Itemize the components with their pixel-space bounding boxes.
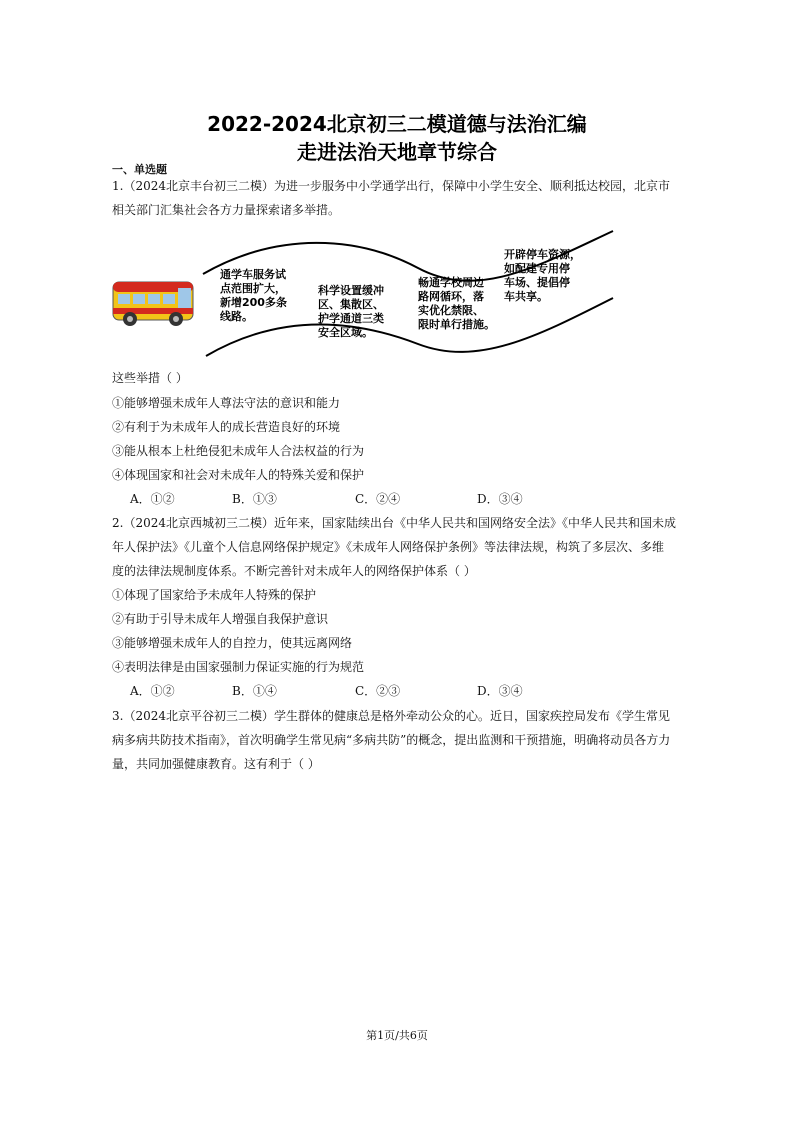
q2-option-d[interactable]: D．③④ — [477, 684, 523, 698]
q1-text-line: 相关部门汇集社会各方力量探索诸多举措。 — [112, 203, 341, 217]
page-number: 第1页/共6页 — [366, 1029, 428, 1042]
q3-text-line: 病多病共防技术指南》，首次明确学生常见病“多病共防”的概念，提出监测和干预措施，明确将动员各方力 — [112, 733, 671, 747]
q1-stem: 这些举措（ ） — [112, 371, 188, 385]
q1-figure — [108, 226, 628, 366]
q2-statement: ②有助于引导未成年人增强自我保护意识 — [112, 612, 329, 626]
q1-option-c[interactable]: C．②④ — [355, 492, 401, 506]
bus-icon — [113, 282, 193, 326]
document-title: 2022-2024北京初三二模道德与法治汇编 — [207, 112, 587, 136]
section-heading: 一、单选题 — [112, 163, 167, 176]
ribbon-box-1: 通学车服务试 点范围扩大， 新增200多条 线路。 — [220, 268, 287, 323]
ribbon-box-2: 科学设置缓冲 区、集散区、 护学通道三类 安全区域。 — [318, 284, 384, 339]
q1-option-b[interactable]: B．①③ — [232, 492, 277, 506]
q1-statement: ④体现国家和社会对未成年人的特殊关爱和保护 — [112, 468, 365, 482]
q2-text-line: 2.（2024北京西城初三二模）近年来，国家陆续出台《中华人民共和国网络安全法》《中华人民共和国未成 — [112, 516, 676, 530]
q2-option-c[interactable]: C．②③ — [355, 684, 401, 698]
ribbon-box-3: 畅通学校周边 路网循环，落 实优化禁限、 限时单行措施。 — [418, 276, 495, 331]
q3-text-line: 量，共同加强健康教育。这有利于（ ） — [112, 757, 320, 771]
q1-statement: ③能从根本上杜绝侵犯未成年人合法权益的行为 — [112, 444, 365, 458]
q1-statement: ②有利于为未成年人的成长营造良好的环境 — [112, 420, 341, 434]
q2-text-line: 度的法律法规制度体系。不断完善针对未成年人的网络保护体系（ ） — [112, 564, 476, 578]
q3-text-line: 3.（2024北京平谷初三二模）学生群体的健康总是格外牵动公众的心。近日，国家疾控局发布《学生常见 — [112, 709, 670, 723]
q1-statement: ①能够增强未成年人尊法守法的意识和能力 — [112, 396, 341, 410]
q2-option-a[interactable]: A．①② — [130, 684, 175, 698]
q1-option-a[interactable]: A．①② — [130, 492, 175, 506]
document-subtitle: 走进法治天地章节综合 — [297, 140, 497, 164]
q2-statement: ④表明法律是由国家强制力保证实施的行为规范 — [112, 660, 365, 674]
q1-text-line: 1.（2024北京丰台初三二模）为进一步服务中小学通学出行，保障中小学生安全、顺利抵达校园，北京市 — [112, 179, 670, 193]
q2-text-line: 年人保护法》《儿童个人信息网络保护规定》《未成年人网络保护条例》等法律法规，构筑了多层次、多维 — [112, 540, 665, 554]
q1-option-d[interactable]: D．③④ — [477, 492, 523, 506]
q2-option-b[interactable]: B．①④ — [232, 684, 277, 698]
q2-statement: ③能够增强未成年人的自控力，使其远离网络 — [112, 636, 353, 650]
ribbon-box-4: 开辟停车资源， 如配建专用停 车场、提倡停 车共享。 — [504, 248, 581, 303]
q2-statement: ①体现了国家给予未成年人特殊的保护 — [112, 588, 317, 602]
